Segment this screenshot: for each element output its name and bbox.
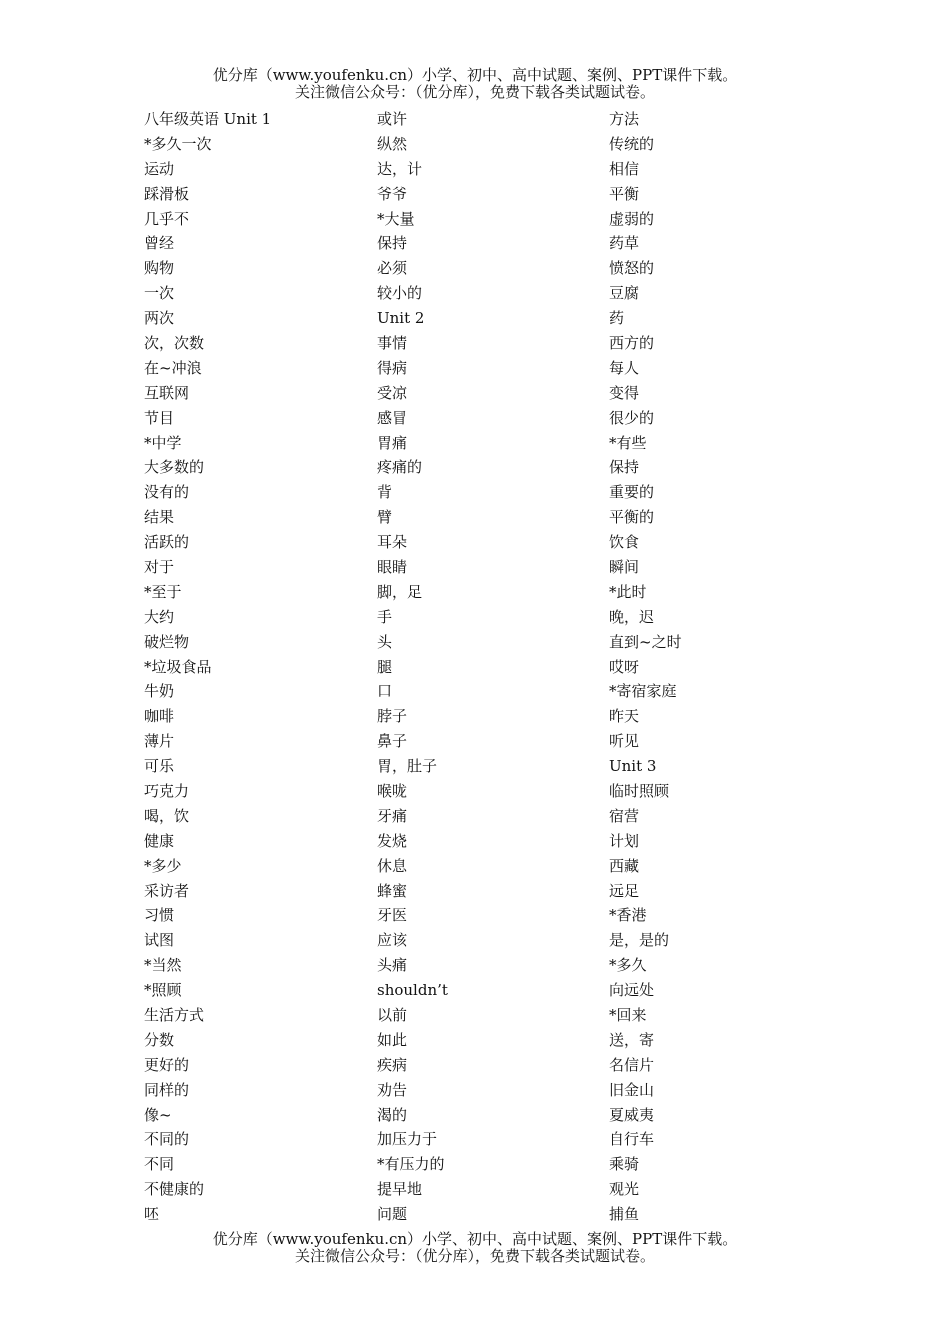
vocab-cell: 得病 [377,358,408,377]
vocab-cell: 直到~之时 [609,632,682,651]
vocab-cell: 夏威夷 [609,1105,655,1124]
vocab-cell: 瞬间 [609,557,640,576]
vocab-row [144,654,904,679]
vocab-row [144,181,904,206]
vocab-cell: 头 [377,632,393,651]
vocab-cell: 达，计 [377,159,423,178]
vocab-cell: 可乐 [144,757,175,776]
vocab-cell: 虚弱的 [609,209,655,228]
vocab-cell: 向远处 [609,981,655,1000]
vocab-cell: 观光 [609,1180,640,1199]
vocab-cell: 或许 [377,109,408,128]
vocab-row [144,977,904,1002]
vocab-row [144,927,904,952]
vocab-row [144,1151,904,1176]
vocab-cell: 踩滑板 [144,184,190,203]
vocab-cell: 保持 [377,234,408,253]
vocab-cell: 传统的 [609,134,655,153]
vocab-cell: 平衡的 [609,508,655,527]
vocab-cell: Unit 2 [377,308,425,327]
vocab-row [144,903,904,928]
vocab-row [144,554,904,579]
vocab-cell: 购物 [144,259,175,278]
vocab-row [144,430,904,455]
vocab-cell: 不健康的 [144,1180,205,1199]
vocab-cell: 愤怒的 [609,259,655,278]
vocab-cell: *垃圾食品 [144,657,212,676]
vocab-cell: 喉咙 [377,781,408,800]
vocab-cell: 听见 [609,732,640,751]
vocab-cell: 脖子 [377,707,408,726]
vocab-row [144,131,904,156]
vocab-cell: 几乎不 [144,209,190,228]
vocab-row [144,1176,904,1201]
vocab-cell: 药 [609,309,625,328]
page-header [0,67,950,101]
header-line-1: 优分库（www.youfenku.cn）小学、初中、高中试题、案例、PPT课件下载。 [212,66,738,84]
vocab-row [144,828,904,853]
vocab-row [144,330,904,355]
vocab-cell: 是，是的 [609,931,670,950]
vocab-row [144,1002,904,1027]
vocab-row [144,678,904,703]
page-footer [0,1231,950,1265]
vocab-cell: 鼻子 [377,732,408,751]
vocab-cell: 薄片 [144,732,175,751]
vocab-cell: *照顾 [144,981,182,1000]
vocab-cell: 口 [377,682,393,701]
vocab-cell: 名信片 [609,1055,655,1074]
vocab-cell: 脚，足 [377,582,423,601]
vocab-cell: 旧金山 [609,1080,655,1099]
vocab-cell: *回来 [609,1006,647,1024]
vocab-cell: 远足 [609,881,640,900]
vocab-cell: 在~冲浪 [144,358,202,377]
vocab-cell: 更好的 [144,1055,190,1074]
vocab-cell: 头痛 [377,956,408,975]
vocab-cell: 劝告 [377,1080,408,1099]
vocab-row [144,604,904,629]
vocab-cell: 很少的 [609,408,655,427]
vocab-cell: 重要的 [609,483,655,502]
vocab-row [144,255,904,280]
header-line-2: 关注微信公众号：（优分库），免费下载各类试题试卷。 [294,83,655,101]
vocab-cell: 饮食 [609,533,640,552]
vocab-cell: 同样的 [144,1080,190,1099]
vocab-cell: 宿营 [609,806,640,825]
vocab-cell: 八年级英语 Unit 1 [144,109,272,128]
vocab-cell: 像~ [144,1105,172,1124]
vocab-cell: *多少 [144,856,182,875]
vocab-cell: 喝，饮 [144,806,190,825]
vocab-row [144,703,904,728]
vocab-cell: 哎呀 [609,657,640,676]
vocab-cell: 问题 [377,1205,408,1224]
vocab-cell: 临时照顾 [609,781,670,800]
vocab-cell: 加压力于 [377,1130,438,1149]
vocab-cell: 胃，肚子 [377,757,438,776]
vocab-cell: 事情 [377,333,408,352]
vocab-cell: 爷爷 [377,184,408,203]
vocab-cell: 呸 [144,1205,160,1224]
vocab-row [144,355,904,380]
vocab-row [144,629,904,654]
vocab-cell: 西方的 [609,333,655,352]
vocab-cell: 咖啡 [144,707,175,726]
vocab-row [144,206,904,231]
vocab-row [144,1027,904,1052]
vocab-cell: *多久 [609,956,647,975]
vocab-row [144,380,904,405]
vocab-cell: 生活方式 [144,1006,205,1024]
vocab-cell: 豆腐 [609,284,640,303]
vocab-cell: 如此 [377,1030,408,1049]
vocab-row [144,1102,904,1127]
vocab-cell: 两次 [144,309,175,328]
vocab-cell: 西藏 [609,856,640,875]
vocab-cell: 纵然 [377,134,408,153]
vocab-row [144,1201,904,1226]
vocab-cell: 眼睛 [377,557,408,576]
vocab-cell: 结果 [144,508,175,527]
vocab-cell: 平衡 [609,184,640,203]
vocab-cell: 捕鱼 [609,1205,640,1224]
vocab-cell: 每人 [609,358,640,377]
vocab-cell: 相信 [609,159,640,178]
vocab-cell: *当然 [144,956,182,975]
vocab-cell: 巧克力 [144,781,190,800]
vocab-cell: 牙医 [377,906,408,925]
vocab-row [144,878,904,903]
vocab-row [144,853,904,878]
vocab-cell: 受凉 [377,383,408,402]
vocab-cell: 对于 [144,557,175,576]
vocab-cell: *多久一次 [144,134,212,153]
vocab-cell: 不同 [144,1155,175,1174]
vocab-cell: *此时 [609,582,647,601]
vocab-cell: 试图 [144,931,175,950]
vocab-row [144,1052,904,1077]
vocabulary-table [144,106,904,1226]
vocab-row [144,579,904,604]
vocab-row [144,504,904,529]
vocab-row [144,479,904,504]
vocab-cell: 习惯 [144,906,175,925]
vocab-cell: 牛奶 [144,682,175,701]
vocab-cell: 蜂蜜 [377,881,408,900]
vocab-cell: 较小的 [377,284,423,303]
vocab-cell: 药草 [609,234,640,253]
vocab-cell: 休息 [377,856,408,875]
vocab-row [144,803,904,828]
vocab-row [144,280,904,305]
vocab-cell: 背 [377,483,393,502]
vocab-cell: 发烧 [377,831,408,850]
vocab-cell: 健康 [144,831,175,850]
vocab-cell: *大量 [377,209,415,228]
vocab-cell: *至于 [144,582,182,601]
vocab-row [144,230,904,255]
vocab-cell: 变得 [609,383,640,402]
footer-line-1: 优分库（www.youfenku.cn）小学、初中、高中试题、案例、PPT课件下载。 [212,1230,738,1248]
vocab-row [144,952,904,977]
vocab-cell: 一次 [144,284,175,303]
footer-line-2: 关注微信公众号：（优分库），免费下载各类试题试卷。 [294,1247,655,1265]
vocab-cell: 腿 [377,657,393,676]
vocab-cell: 保持 [609,458,640,477]
vocab-cell: *中学 [144,433,182,452]
vocab-cell: 次，次数 [144,333,205,352]
vocab-cell: *有些 [609,433,647,452]
vocab-cell: 疼痛的 [377,458,423,477]
vocab-row [144,454,904,479]
vocab-cell: 大多数的 [144,458,205,477]
vocab-cell: 手 [377,607,393,626]
vocab-cell: 疾病 [377,1055,408,1074]
vocab-row [144,106,904,131]
vocab-cell: 节目 [144,408,175,427]
vocab-cell: 昨天 [609,707,640,726]
vocab-row [144,778,904,803]
vocab-cell: 以前 [377,1006,408,1024]
vocab-cell: 活跃的 [144,533,190,552]
vocab-cell: 牙痛 [377,806,408,825]
vocab-cell: 感冒 [377,408,408,427]
vocab-cell: 渴的 [377,1105,408,1124]
vocab-cell: *有压力的 [377,1155,445,1174]
vocab-row [144,405,904,430]
vocab-row [144,305,904,330]
vocab-row [144,753,904,778]
vocab-cell: 没有的 [144,483,190,502]
vocab-cell: 晚，迟 [609,607,655,626]
vocab-cell: 不同的 [144,1130,190,1149]
vocab-row [144,1127,904,1152]
vocab-cell: 互联网 [144,383,190,402]
vocab-cell: 分数 [144,1030,175,1049]
vocab-cell: 送，寄 [609,1030,655,1049]
vocab-row [144,156,904,181]
vocab-cell: 采访者 [144,881,190,900]
vocab-cell: 破烂物 [144,632,190,651]
vocab-cell: 胃痛 [377,433,408,452]
vocab-cell: *香港 [609,906,647,925]
vocab-cell: 自行车 [609,1130,655,1149]
vocab-cell: 提早地 [377,1180,423,1199]
vocab-row [144,529,904,554]
vocab-cell: 应该 [377,931,408,950]
vocab-cell: 曾经 [144,234,175,253]
vocab-cell: 乘骑 [609,1155,640,1174]
vocab-cell: 运动 [144,159,175,178]
vocab-cell: 耳朵 [377,533,408,552]
vocab-cell: 计划 [609,831,640,850]
vocab-cell: 大约 [144,607,175,626]
vocab-cell: shouldn’t [377,980,448,999]
vocab-cell: 必须 [377,259,408,278]
vocab-cell: Unit 3 [609,756,657,775]
vocab-row [144,728,904,753]
vocab-cell: *寄宿家庭 [609,682,677,701]
vocab-cell: 臂 [377,508,393,527]
vocab-cell: 方法 [609,109,640,128]
vocab-row [144,1077,904,1102]
